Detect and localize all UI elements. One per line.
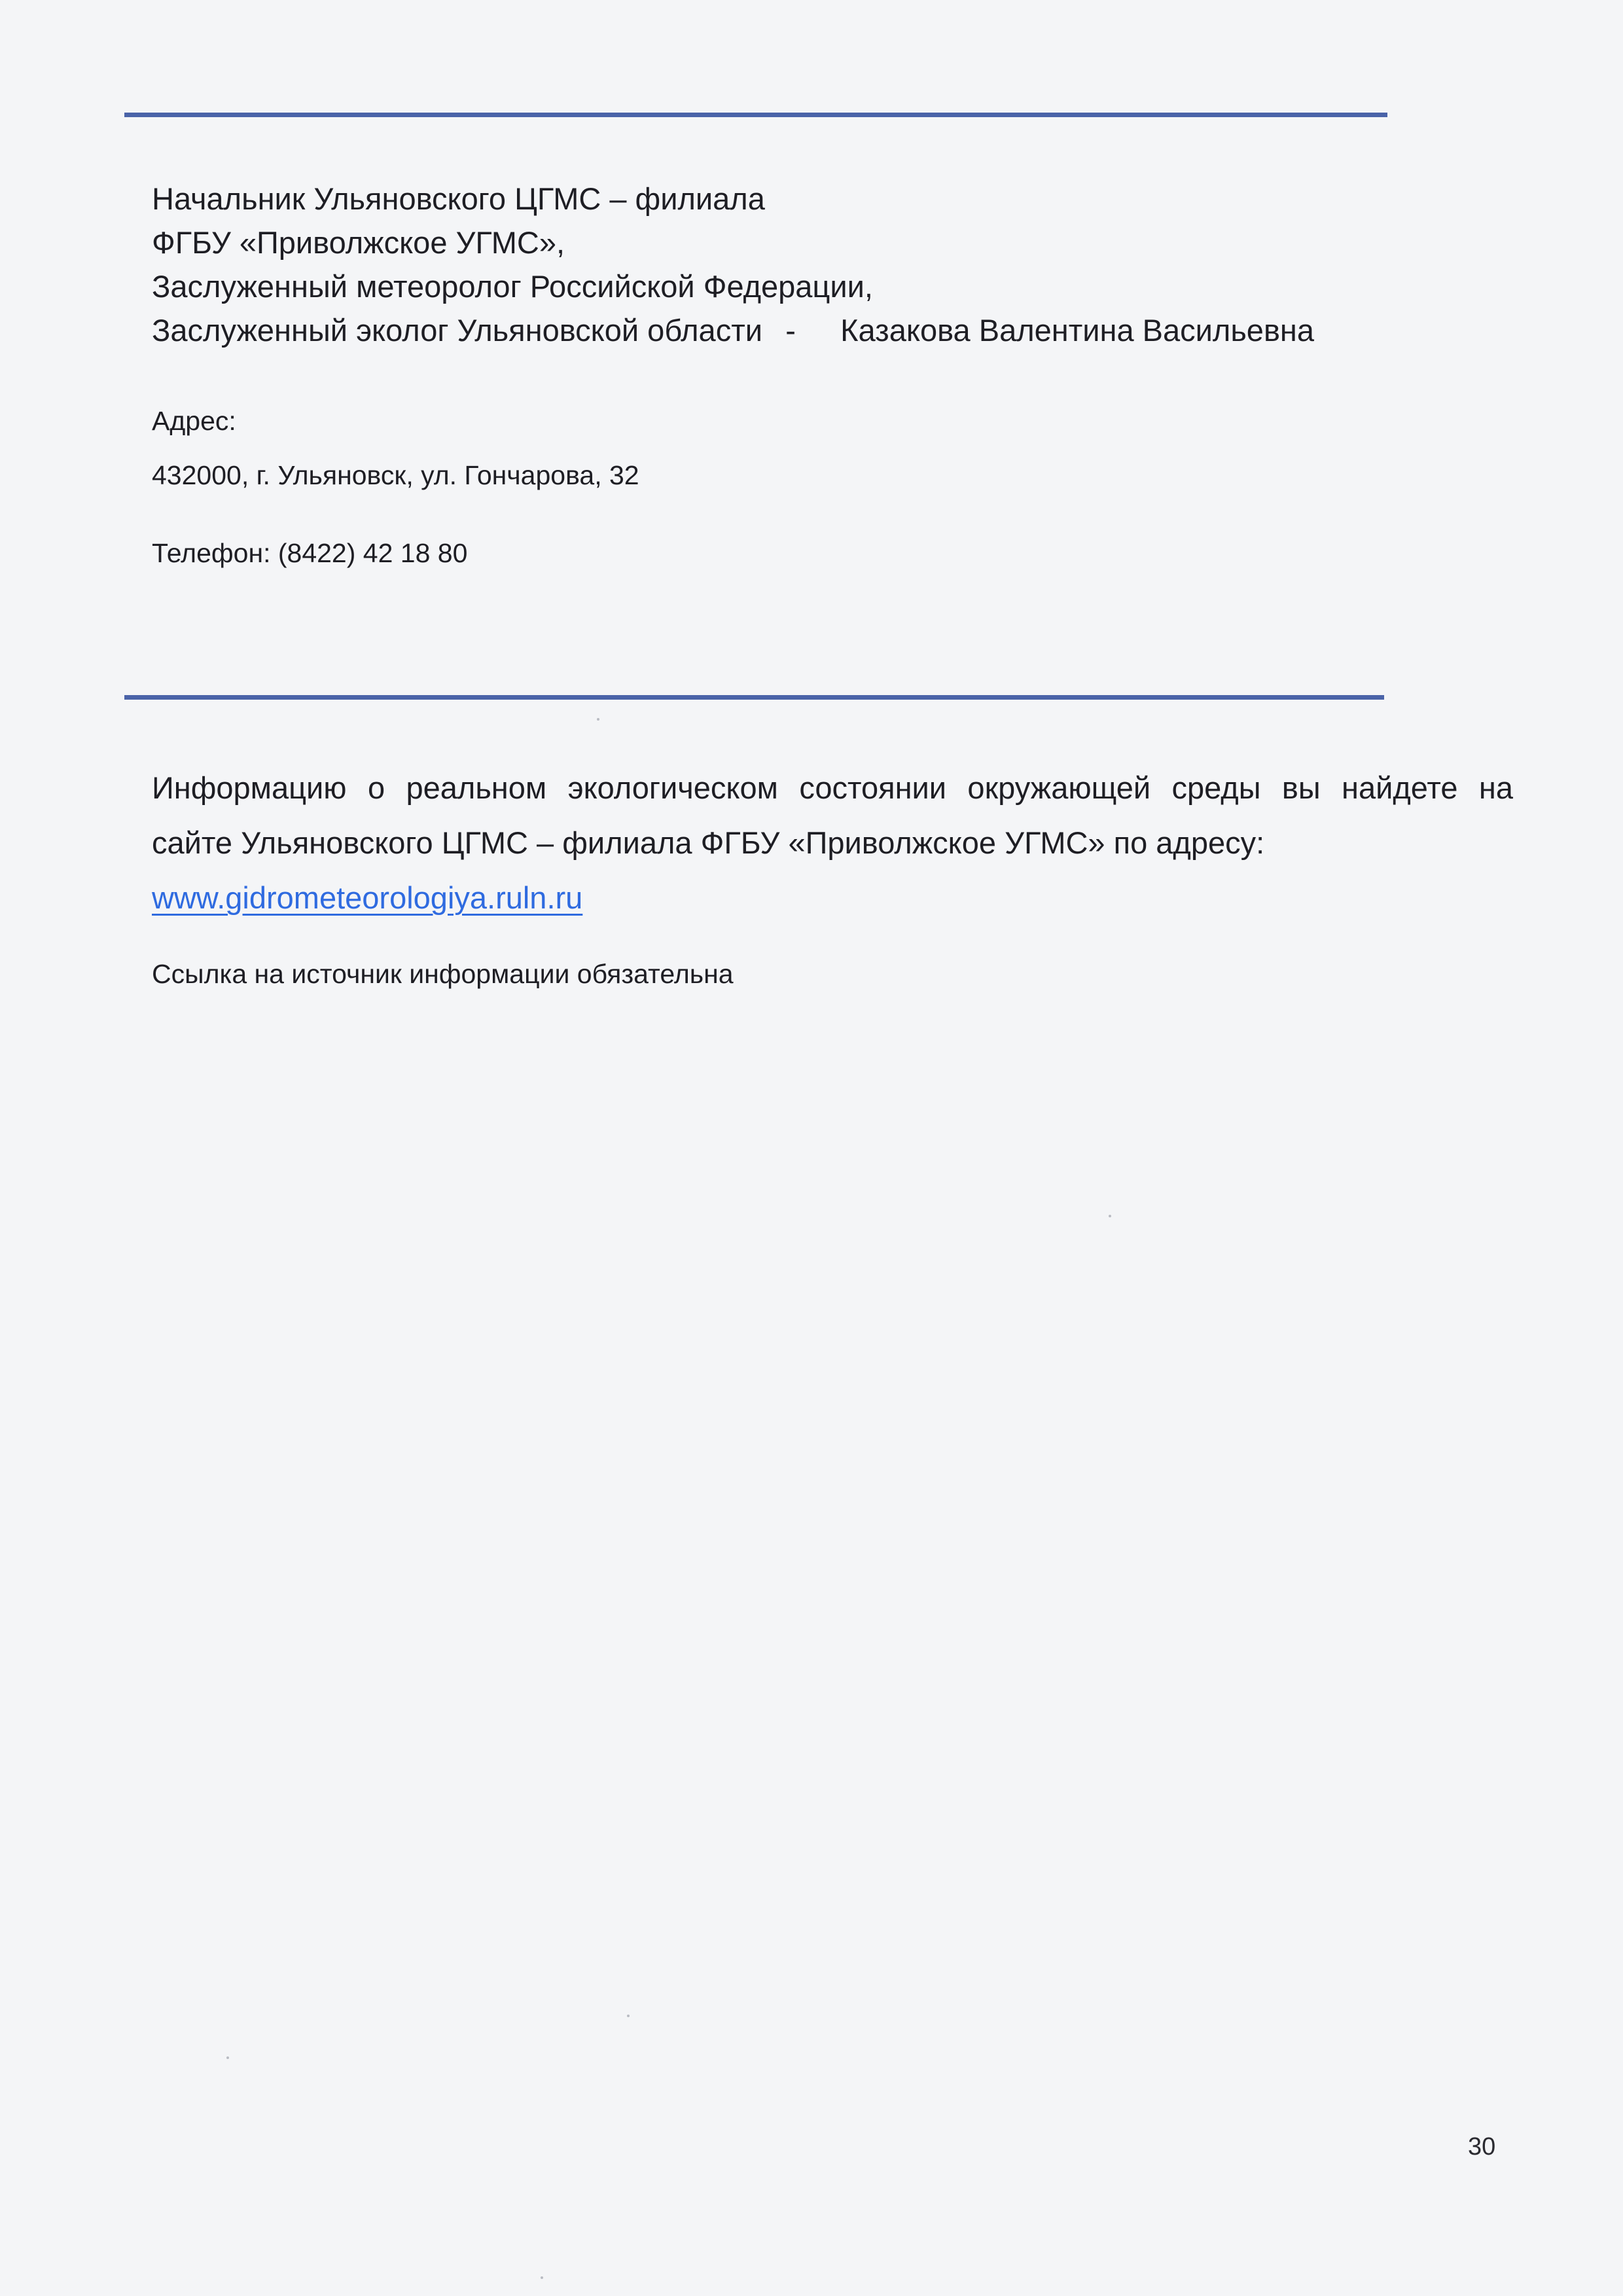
info-paragraph <box>152 761 1513 925</box>
honorary-title-line: Заслуженный метеоролог Российской Федерации, <box>152 269 873 304</box>
contact-header <box>152 177 1395 352</box>
head-name: Казакова Валентина Васильевна <box>840 313 1315 348</box>
address-value: 432000, г. Ульяновск, ул. Гончарова, 32 <box>152 460 639 490</box>
paper-speck <box>541 2276 543 2279</box>
dash-separator: - <box>785 313 796 348</box>
paper-speck <box>226 2056 229 2059</box>
info-text-line-2: сайте Ульяновского ЦГМС – филиала ФГБУ «Приволжское УГМС» по адресу: <box>152 825 1265 860</box>
website-link[interactable]: www.gidrometeorologiya.ruln.ru <box>152 880 583 915</box>
source-attribution-note: Ссылка на источник информации обязательна <box>152 959 734 989</box>
paper-speck <box>597 718 599 721</box>
organization-line: ФГБУ «Приволжское УГМС», <box>152 225 565 260</box>
honorary-title-name-line <box>152 308 1395 352</box>
address-label: Адрес: <box>152 406 236 436</box>
top-divider <box>124 113 1387 117</box>
page-number: 30 <box>1468 2133 1496 2161</box>
info-text-line-1: Информацию о реальном экологическом состоянии окружающей среды вы найдете на <box>152 770 1513 805</box>
paper-speck <box>1109 1215 1111 1217</box>
position-line: Начальник Ульяновского ЦГМС – филиала <box>152 181 765 216</box>
paper-speck <box>627 2015 630 2017</box>
middle-divider <box>124 695 1384 700</box>
honorary-title-ecologist: Заслуженный эколог Ульяновской области <box>152 313 762 348</box>
phone-line: Телефон: (8422) 42 18 80 <box>152 538 468 568</box>
